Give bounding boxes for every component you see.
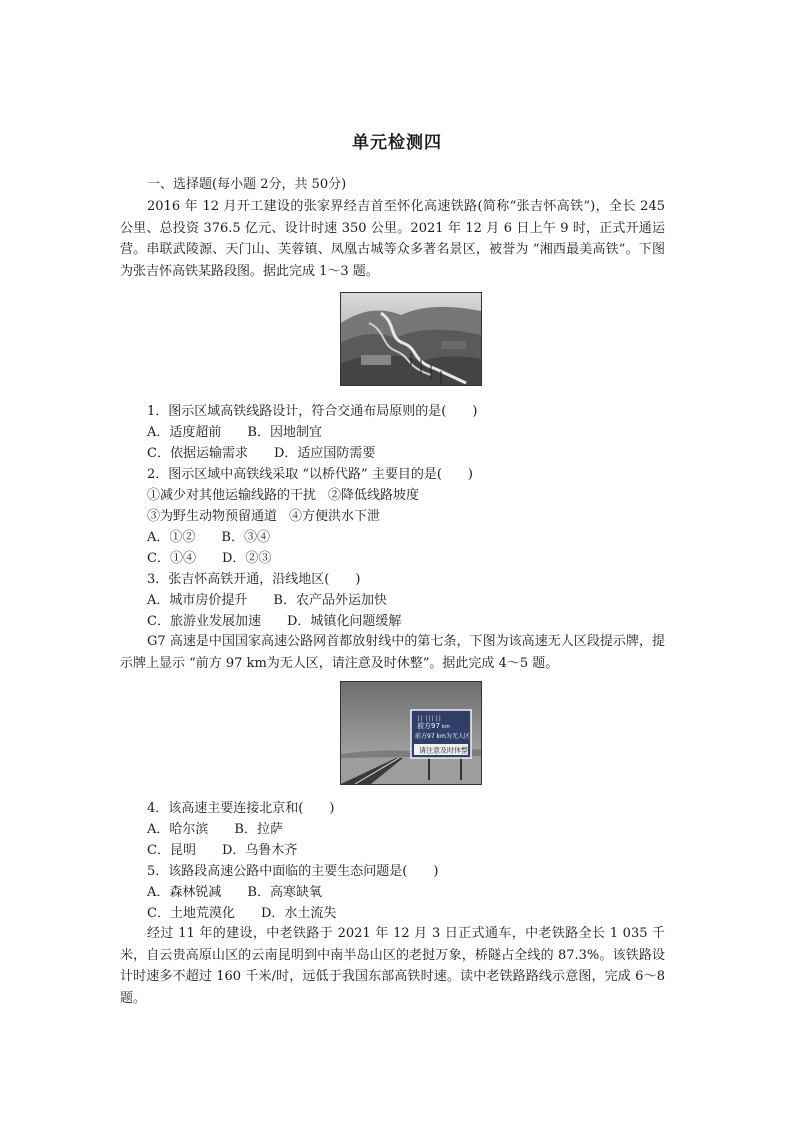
passage-2: G7 高速是中国国家高速公路网首都放射线中的第七条，下图为该高速无人区段提示牌，提示牌上显示 “前方 97 km为无人区，请注意及时休整”。据此完成 4～5 题。 <box>120 634 665 671</box>
option-b[interactable]: B．因地制宜 <box>247 425 322 440</box>
option-a[interactable]: A．①② <box>147 530 196 545</box>
sign-line-1: 前方97 km <box>417 722 450 730</box>
option-b[interactable]: B．高寒缺氧 <box>247 885 322 900</box>
option-c[interactable]: C．旅游业发展加速 <box>147 614 261 629</box>
page-title: 单元检测四 <box>352 133 442 153</box>
option-d[interactable]: D．适应国防需要 <box>273 446 376 461</box>
option-b[interactable]: B．农产品外运加快 <box>273 593 387 608</box>
question-4-options-cd <box>147 842 297 860</box>
option-c[interactable]: C．土地荒漠化 <box>147 906 235 921</box>
question-3-options-ab <box>147 592 387 610</box>
sign-line-3: 请注意及时休整 <box>419 746 468 755</box>
statement-4: ④方便洪水下泄 <box>289 509 381 524</box>
option-a[interactable]: A．适度超前 <box>147 425 222 440</box>
highway-sign-photo <box>340 681 482 785</box>
question-2-options-ab <box>147 529 270 547</box>
option-d[interactable]: D．水土流失 <box>260 906 337 921</box>
option-b[interactable]: B．拉萨 <box>234 822 283 837</box>
statement-1: ①减少对其他运输线路的干扰 <box>147 488 317 503</box>
option-c[interactable]: C．①④ <box>147 551 196 566</box>
passage-1: 2016 年 12 月开工建设的张家界经吉首至怀化高速铁路(简称“张吉怀高铁”)，全长 245 公里、总投资 376.5 亿元、设计时速 350 公里。2021 年 12 月 6 日上午 9 时，正式开通运营。串联武陵源、天门山、芙蓉镇、凤凰古城等众多著名景区，被誉为 “湘西最美高铁”。下图为张吉怀高铁某路段图。据此完成 1～3 题。 <box>120 199 665 279</box>
question-5-options-cd <box>147 905 336 923</box>
sign-line-2: 前方97 km为无人区 <box>415 733 470 740</box>
svg-text:││ │││ ││: ││ │││ ││ <box>417 716 442 722</box>
option-a[interactable]: A．森林锐减 <box>147 885 222 900</box>
question-1-options-cd <box>147 445 375 463</box>
question-5-stem: 5．该路段高速公路中面临的主要生态问题是( ) <box>147 864 439 879</box>
question-2-options-cd <box>147 550 271 568</box>
statement-2: ②降低线路坡度 <box>328 488 420 503</box>
question-1-stem: 1．图示区域高铁线路设计，符合交通布局原则的是( ) <box>147 404 478 419</box>
question-4-stem: 4．该高速主要连接北京和( ) <box>147 801 335 816</box>
option-d[interactable]: D．城镇化问题缓解 <box>286 614 402 629</box>
question-2-stem: 2．图示区域中高铁线采取 “以桥代路” 主要目的是( ) <box>147 467 473 482</box>
question-3-stem: 3．张吉怀高铁开通，沿线地区( ) <box>147 572 361 587</box>
option-d[interactable]: D．乌鲁木齐 <box>221 843 298 858</box>
statement-3: ③为野生动物预留通道 <box>147 509 278 524</box>
option-b[interactable]: B．③④ <box>221 530 270 545</box>
question-2-statements-12 <box>147 487 419 505</box>
option-a[interactable]: A．城市房价提升 <box>147 593 248 608</box>
question-1-options-ab <box>147 424 322 442</box>
option-c[interactable]: C．依据运输需求 <box>147 446 248 461</box>
option-c[interactable]: C．昆明 <box>147 843 196 858</box>
question-3-options-cd <box>147 613 401 631</box>
question-4-options-ab <box>147 821 283 839</box>
passage-3: 经过 11 年的建设，中老铁路于 2021 年 12 月 3 日正式通车，中老铁路全长 1 035 千米，自云贵高原山区的云南昆明到中南半岛山区的老挝万象，桥隧占全线的 87.3%。该铁路设计时速多不超过 160 千米/时，远低于我国东部高铁时速。读中老铁路路线示意图，完成 6～8 题。 <box>120 926 665 1006</box>
section-heading: 一、选择题(每小题 2分，共 50分) <box>147 177 347 192</box>
option-d[interactable]: D．②③ <box>221 551 272 566</box>
option-a[interactable]: A．哈尔滨 <box>147 822 209 837</box>
question-2-statements-34 <box>147 508 380 526</box>
question-5-options-ab <box>147 884 322 902</box>
railway-bridge-photo <box>340 292 482 386</box>
